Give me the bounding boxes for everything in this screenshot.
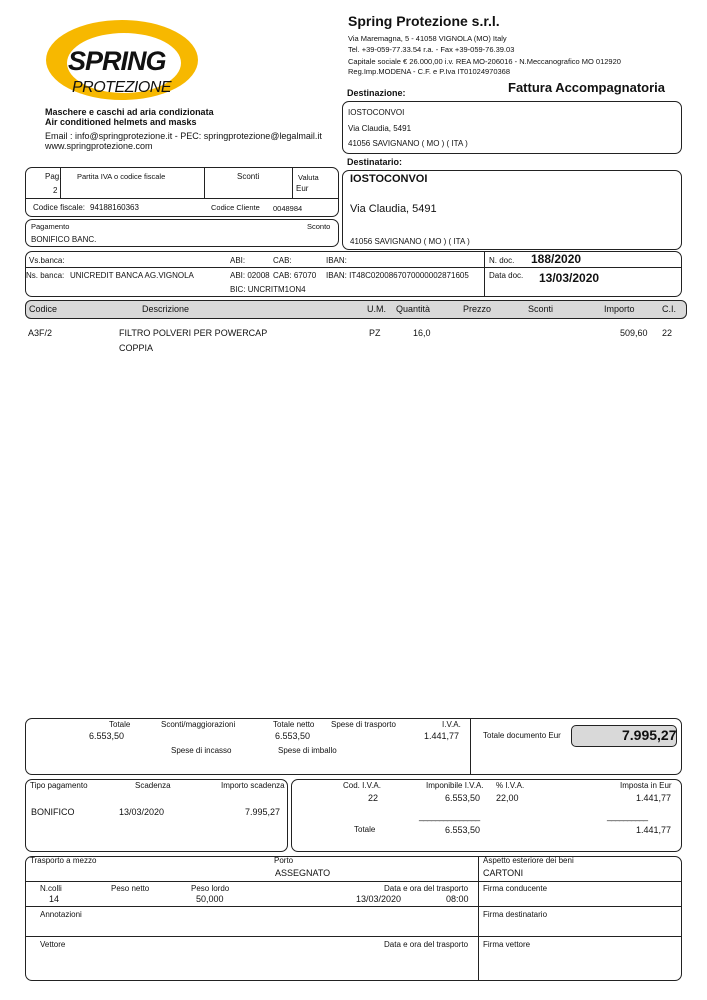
colli-label: N.colli <box>40 884 62 893</box>
data-trasporto-vettore-label: Data e ora del trasporto <box>384 940 469 949</box>
ns-banca-value: UNICREDIT BANCA AG.VIGNOLA <box>70 271 194 280</box>
destinazione-label: Destinazione: <box>347 88 406 98</box>
ns-abi: ABI: 02008 <box>230 271 270 280</box>
aspetto-value: CARTONI <box>483 868 524 878</box>
valuta-value: Eur <box>296 184 309 193</box>
destinatario-name: IOSTOCONVOI <box>350 173 428 185</box>
ora-trasporto-value: 08:00 <box>446 894 469 904</box>
vettore-label: Vettore <box>40 940 66 949</box>
iva-label: I.V.A. <box>442 720 461 729</box>
company-registry: Reg.Imp.MODENA - C.F. e P.Iva IT01024970368 <box>348 67 511 76</box>
destinatario-label: Destinatario: <box>347 157 403 167</box>
company-tagline-it: Maschere e caschi ad aria condizionata <box>45 107 214 117</box>
company-name: Spring Protezione s.r.l. <box>348 13 500 29</box>
vat-totale-label: Totale <box>354 825 376 834</box>
company-tagline-en: Air conditioned helmets and masks <box>45 117 197 127</box>
vs-cab-label: CAB: <box>273 256 292 265</box>
tipo-pagamento-value: BONIFICO <box>31 807 75 817</box>
firma-vettore-label: Firma vettore <box>483 940 531 949</box>
spese-imballo-label: Spese di imballo <box>278 746 337 755</box>
tipo-pagamento-label: Tipo pagamento <box>30 781 88 790</box>
vat-totale-imponibile: 6.553,50 <box>445 825 481 835</box>
totale-documento-label: Totale documento Eur <box>483 731 561 740</box>
totale-value: 6.553,50 <box>89 731 125 741</box>
sconto-label: Sconto <box>307 222 331 231</box>
item-codice: A3F/2 <box>28 328 53 338</box>
item-importo: 509,60 <box>620 328 648 338</box>
imposta-separator: __________ <box>607 811 648 821</box>
cod-iva-label: Cod. I.V.A. <box>343 781 381 790</box>
imponibile-separator: _______________ <box>419 811 480 821</box>
valuta-label: Valuta <box>298 173 319 182</box>
cliente-value: 0048984 <box>273 204 303 213</box>
importo-scadenza-value: 7.995,27 <box>245 807 281 817</box>
destinazione-city: 41056 SAVIGNANO ( MO ) ( ITA ) <box>348 139 468 148</box>
colli-value: 14 <box>49 894 60 904</box>
totale-netto-label: Totale netto <box>273 720 315 729</box>
porto-value: ASSEGNATO <box>275 868 331 878</box>
ndoc-value: 188/2020 <box>531 252 582 266</box>
item-quantita: 16,0 <box>413 328 431 338</box>
cf-value: 94188160363 <box>90 203 139 212</box>
col-codice: Codice <box>29 304 58 314</box>
destinazione-street: Via Claudia, 5491 <box>348 124 412 133</box>
logo-subtitle: PROTEZIONE <box>72 79 172 96</box>
imponibile-label: Imponibile I.V.A. <box>426 781 484 790</box>
firma-conducente-label: Firma conducente <box>483 884 548 893</box>
data-trasporto-label: Data e ora del trasporto <box>384 884 469 893</box>
cf-label: Codice fiscale: <box>33 203 86 212</box>
date-label: Data doc. <box>489 271 524 280</box>
pagamento-value: BONIFICO BANC. <box>31 235 97 244</box>
item-descrizione: FILTRO POLVERI PER POWERCAP <box>119 328 268 338</box>
company-capital: Capitale sociale € 26.000,00 i.v. REA MO-206016 - N.Meccanografico MO 012920 <box>348 57 621 66</box>
ndoc-label: N. doc. <box>489 256 515 265</box>
sconti-label: Sconti <box>237 172 260 181</box>
pag-value: 2 <box>53 186 58 195</box>
company-website: www.springprotezione.com <box>45 141 153 151</box>
iva-value: 1.441,77 <box>424 731 460 741</box>
company-phone: Tel. +39-059-77.33.54 r.a. - Fax +39-059-76.39.03 <box>348 45 515 54</box>
item-um: PZ <box>369 328 381 338</box>
aspetto-label: Aspetto esteriore dei beni <box>483 856 574 865</box>
peso-lordo-label: Peso lordo <box>191 884 230 893</box>
peso-netto-label: Peso netto <box>111 884 150 893</box>
company-address: Via Maremagna, 5 - 41058 VIGNOLA (MO) Italy <box>348 34 507 43</box>
pag-label: Pag. <box>45 172 62 181</box>
col-importo: Importo <box>604 304 635 314</box>
perc-iva-label: % I.V.A. <box>496 781 525 790</box>
totale-netto-value: 6.553,50 <box>275 731 311 741</box>
col-quantita: Quantità <box>396 304 431 314</box>
ns-banca-label: Ns. banca: <box>26 271 65 280</box>
col-prezzo: Prezzo <box>463 304 492 314</box>
item-ci: 22 <box>662 328 673 338</box>
annotazioni-label: Annotazioni <box>40 910 82 919</box>
item-descrizione-2: COPPIA <box>119 343 154 353</box>
document-title: Fattura Accompagnatoria <box>508 80 665 95</box>
logo-name: SPRING <box>68 46 166 76</box>
piva-label: Partita IVA o codice fiscale <box>77 172 166 181</box>
totale-documento-value: 7.995,27 <box>622 727 677 743</box>
data-trasporto-value: 13/03/2020 <box>356 894 402 904</box>
date-value: 13/03/2020 <box>539 271 600 285</box>
items-header <box>25 300 687 319</box>
destinatario-city: 41056 SAVIGNANO ( MO ) ( ITA ) <box>350 237 470 246</box>
peso-lordo-value: 50,000 <box>196 894 224 904</box>
pagamento-label: Pagamento <box>31 222 70 231</box>
totale-label: Totale <box>109 720 131 729</box>
cod-iva-value: 22 <box>368 793 379 803</box>
imposta-label: Imposta in Eur <box>620 781 672 790</box>
perc-iva-value: 22,00 <box>496 793 519 803</box>
vs-banca-label: Vs.banca: <box>29 256 65 265</box>
ns-iban: IBAN: IT48C0200867070000002871605 <box>326 271 469 280</box>
transport-box <box>25 856 682 981</box>
scadenza-value: 13/03/2020 <box>119 807 165 817</box>
col-descrizione: Descrizione <box>142 304 190 314</box>
spese-trasporto-label: Spese di trasporto <box>331 720 396 729</box>
vs-abi-label: ABI: <box>230 256 246 265</box>
spese-incasso-label: Spese di incasso <box>171 746 232 755</box>
ns-cab: CAB: 67070 <box>273 271 317 280</box>
company-email: Email : info@springprotezione.it - PEC: springprotezione@legalmail.it <box>45 131 322 141</box>
cliente-label: Codice Cliente <box>211 203 260 212</box>
imponibile-value: 6.553,50 <box>445 793 481 803</box>
importo-scadenza-label: Importo scadenza <box>221 781 285 790</box>
porto-label: Porto <box>274 856 294 865</box>
destinazione-name: IOSTOCONVOI <box>348 108 405 117</box>
firma-destinatario-label: Firma destinatario <box>483 910 548 919</box>
vat-totale-imposta: 1.441,77 <box>636 825 672 835</box>
trasporto-mezzo-label: Trasporto a mezzo <box>30 856 97 865</box>
sconti-magg-label: Sconti/maggiorazioni <box>161 720 236 729</box>
vs-iban-label: IBAN: <box>326 256 347 265</box>
bic: BIC: UNCRITM1ON4 <box>230 285 306 294</box>
col-um: U.M. <box>367 304 386 314</box>
destinatario-street: Via Claudia, 5491 <box>350 203 437 215</box>
col-ci: C.I. <box>662 304 677 314</box>
col-sconti: Sconti <box>528 304 554 314</box>
imposta-value: 1.441,77 <box>636 793 672 803</box>
scadenza-label: Scadenza <box>135 781 171 790</box>
